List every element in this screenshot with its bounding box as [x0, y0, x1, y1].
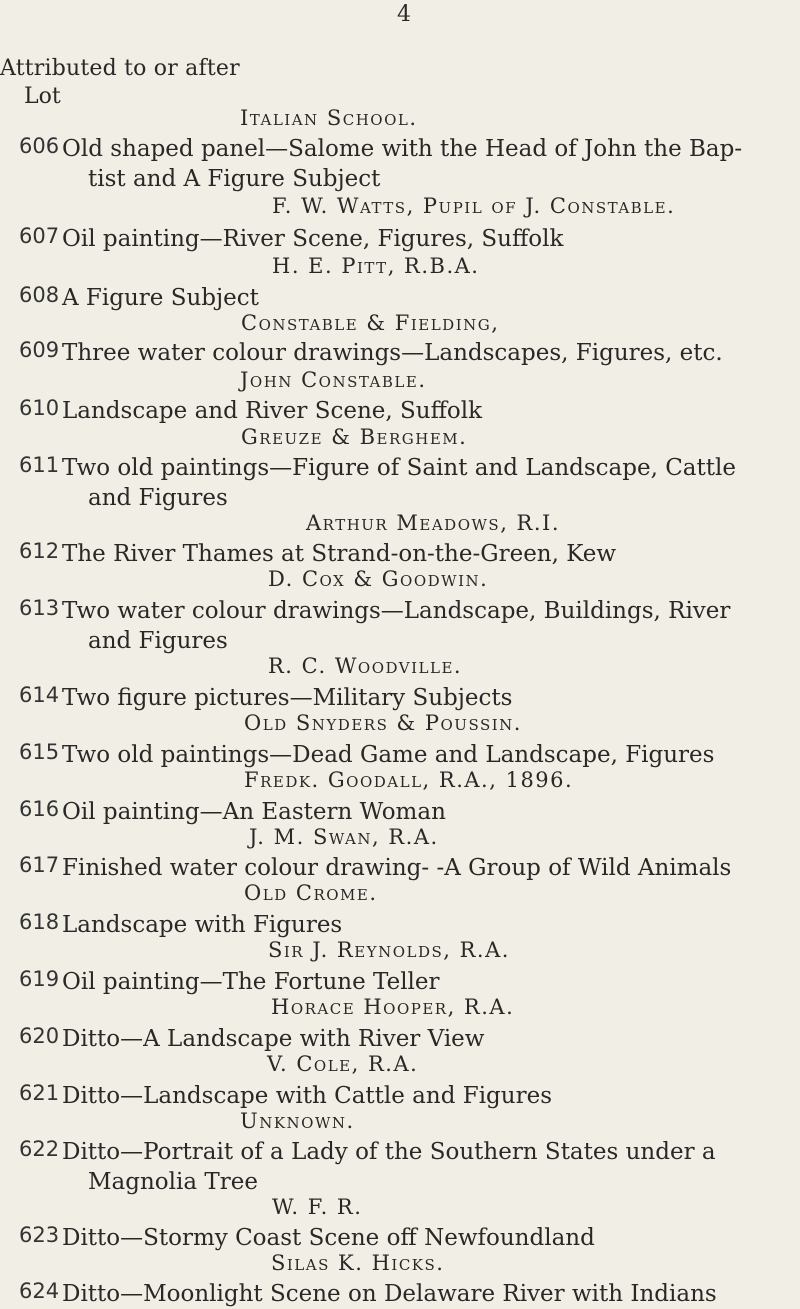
lot-description-line: Ditto—A Landscape with River View: [62, 1026, 485, 1052]
lot-description: [62, 396, 787, 426]
lot-column-header: Lot: [24, 84, 61, 109]
lot-description: [62, 967, 787, 997]
lot-attribution: Old Crome.: [244, 881, 378, 905]
lot-description: [62, 224, 787, 254]
lot-number: 608: [19, 283, 60, 307]
lot-number: 612: [19, 539, 60, 563]
lot-description-line: The River Thames at Strand-on-the-Green, Kew: [62, 541, 617, 567]
lot-description-line: Two water colour drawings—Landscape, Buildings, River: [62, 598, 731, 624]
lot-description: [62, 338, 787, 368]
lot-description: [62, 853, 787, 883]
lot-attribution: H. E. Pitt, R.B.A.: [272, 254, 480, 278]
lot-description: [62, 134, 787, 194]
lot-description-line: Two old paintings—Dead Game and Landscape, Figures: [62, 742, 715, 768]
lot-description: [62, 1279, 787, 1309]
lot-description: [62, 797, 787, 827]
lot-description: [62, 910, 787, 940]
lot-description: [62, 539, 787, 569]
lot-number: 616: [19, 797, 60, 821]
lot-description-line: Oil painting—An Eastern Woman: [62, 799, 446, 825]
lot-description-line: Two old paintings—Figure of Saint and Landscape, Cattle: [62, 455, 736, 481]
page-number: 4: [397, 2, 411, 27]
lot-description: [62, 596, 787, 656]
lot-attribution: Sir J. Reynolds, R.A.: [268, 938, 510, 962]
section-header: Attributed to or after: [0, 56, 240, 81]
lot-number: 610: [19, 396, 60, 420]
lot-description-line: A Figure Subject: [62, 285, 259, 311]
lot-number: 624: [19, 1279, 60, 1303]
lot-number: 617: [19, 853, 60, 877]
lot-number: 619: [19, 967, 60, 991]
lot-description-line: Old shaped panel—Salome with the Head of John the Bap-: [62, 136, 743, 162]
lot-description: [62, 1081, 787, 1111]
lot-description-line: Two figure pictures—Military Subjects: [62, 685, 513, 711]
lot-description-line: Landscape and River Scene, Suffolk: [62, 398, 483, 424]
lot-description-line: tist and A Figure Subject: [88, 166, 381, 192]
lot-number: 623: [19, 1223, 60, 1247]
lot-number: 607: [19, 224, 60, 248]
lot-number: 614: [19, 683, 60, 707]
lot-attribution: D. Cox & Goodwin.: [268, 567, 489, 591]
lot-attribution: J. M. Swan, R.A.: [249, 825, 439, 849]
lot-description: [62, 683, 787, 713]
lot-description-line: Ditto—Landscape with Cattle and Figures: [62, 1083, 552, 1109]
lot-description: [62, 1223, 787, 1253]
lot-description-line: Oil painting—The Fortune Teller: [62, 969, 440, 995]
lot-attribution: Unknown.: [240, 1109, 355, 1133]
lot-number: 615: [19, 740, 60, 764]
lot-attribution: Greuze & Berghem.: [241, 425, 468, 449]
lot-attribution: Old Snyders & Poussin.: [244, 711, 522, 735]
lot-description-line: and Figures: [88, 485, 228, 511]
lot-attribution: Fredk. Goodall, R.A., 1896.: [244, 768, 574, 792]
lot-description-line: Ditto—Portrait of a Lady of the Southern States under a: [62, 1139, 716, 1165]
lot-attribution: W. F. R.: [272, 1195, 363, 1219]
lot-attribution: F. W. Watts, Pupil of J. Constable.: [272, 194, 676, 218]
lot-description-line: Ditto—Stormy Coast Scene off Newfoundland: [62, 1225, 595, 1251]
lot-description-line: Landscape with Figures: [62, 912, 343, 938]
lot-description: [62, 283, 787, 313]
lot-number: 622: [19, 1137, 60, 1161]
lot-description-line: Magnolia Tree: [88, 1169, 258, 1195]
lot-attribution: Horace Hooper, R.A.: [271, 995, 515, 1019]
lot-number: 618: [19, 910, 60, 934]
lot-number: 606: [19, 134, 60, 158]
lot-number: 621: [19, 1081, 60, 1105]
lot-number: 613: [19, 596, 60, 620]
lot-description: [62, 1137, 787, 1197]
lot-attribution: Arthur Meadows, R.I.: [306, 511, 561, 535]
lot-description: [62, 453, 787, 513]
lot-number: 620: [19, 1024, 60, 1048]
lot-attribution: Constable & Fielding,: [241, 311, 500, 335]
lot-attribution: V. Cole, R.A.: [267, 1052, 419, 1076]
lot-attribution: John Constable.: [240, 368, 427, 392]
lot-description-line: and Figures: [88, 628, 228, 654]
lot-description-line: Three water colour drawings—Landscapes, Figures, etc.: [62, 340, 723, 366]
lot-number: 611: [19, 453, 60, 477]
lot-attribution: Italian School.: [240, 106, 418, 130]
lot-attribution: Silas K. Hicks.: [271, 1251, 445, 1275]
lot-description: [62, 740, 787, 770]
lot-description-line: Ditto—Moonlight Scene on Delaware River with Indians: [62, 1281, 717, 1307]
lot-number: 609: [19, 338, 60, 362]
lot-description: [62, 1024, 787, 1054]
lot-attribution: R. C. Woodville.: [268, 654, 463, 678]
lot-description-line: Finished water colour drawing- -A Group of Wild Animals: [62, 855, 732, 881]
lot-description-line: Oil painting—River Scene, Figures, Suffolk: [62, 226, 564, 252]
